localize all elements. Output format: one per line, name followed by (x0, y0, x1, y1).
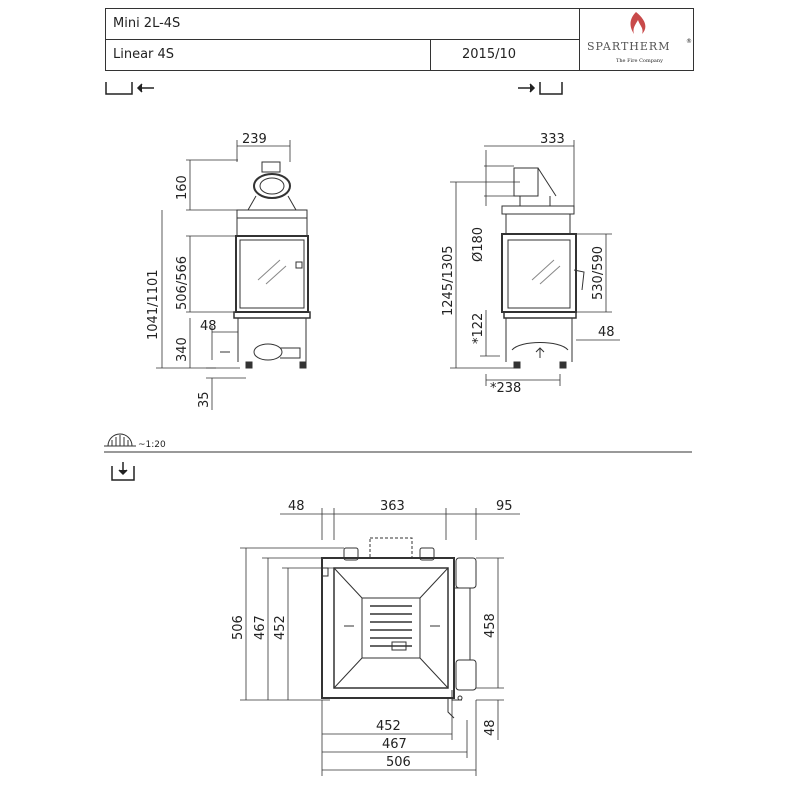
scale-icon (104, 434, 136, 446)
dim-side-door-height: 530/590 (591, 245, 606, 300)
dim-side-total-height: 1245/1305 (441, 245, 456, 316)
dim-side-offset: 48 (598, 325, 615, 340)
dim-front-feet: 35 (197, 391, 212, 408)
dim-front-base-height: 340 (175, 337, 190, 362)
dim-plan-inner-width: 363 (380, 499, 405, 514)
flame-icon (631, 12, 646, 34)
scale-label: ~1:20 (138, 440, 166, 450)
dim-front-base-offset: 48 (200, 319, 217, 334)
brand-name: SPARTHERM (587, 40, 671, 53)
brand-tagline: The Fire Company (616, 58, 663, 64)
plan-dimension-lines (240, 508, 520, 776)
plan-view (322, 538, 476, 718)
dim-side-depth: *238 (490, 381, 522, 396)
brand-logo (587, 12, 692, 64)
dim-plan-bottom-offset: 48 (483, 719, 498, 736)
brand-registered: ® (686, 38, 692, 45)
dim-plan-width-mid: 467 (382, 737, 407, 752)
dim-plan-depth-mid: 467 (253, 615, 268, 640)
dim-plan-width-outer: 506 (386, 755, 411, 770)
dim-plan-left-offset: 48 (288, 499, 305, 514)
dim-side-flue-diameter: Ø180 (471, 226, 486, 262)
variant-name: Linear 4S (113, 47, 175, 62)
side-view-arrow-icon (518, 82, 562, 94)
dim-plan-depth-inner: 452 (273, 615, 288, 640)
date-label: 2015/10 (462, 47, 517, 62)
dim-plan-right-depth: 458 (483, 613, 498, 638)
dim-front-door-height: 506/566 (175, 255, 190, 310)
front-view-arrow-icon (106, 82, 154, 94)
plan-view-arrow-icon (112, 462, 134, 480)
dim-front-top-width: 239 (242, 132, 267, 147)
front-view (220, 162, 310, 368)
dim-plan-width-inner: 452 (376, 719, 401, 734)
dim-side-air-inlet: *122 (471, 312, 486, 344)
dim-front-total-height: 1041/1101 (146, 269, 161, 340)
model-name: Mini 2L-4S (113, 16, 181, 31)
dim-front-flue-height: 160 (175, 175, 190, 200)
dim-plan-depth-outer: 506 (231, 615, 246, 640)
dim-plan-right-offset: 95 (496, 499, 513, 514)
dim-side-flue-offset: 333 (540, 132, 565, 147)
side-view (502, 168, 584, 368)
